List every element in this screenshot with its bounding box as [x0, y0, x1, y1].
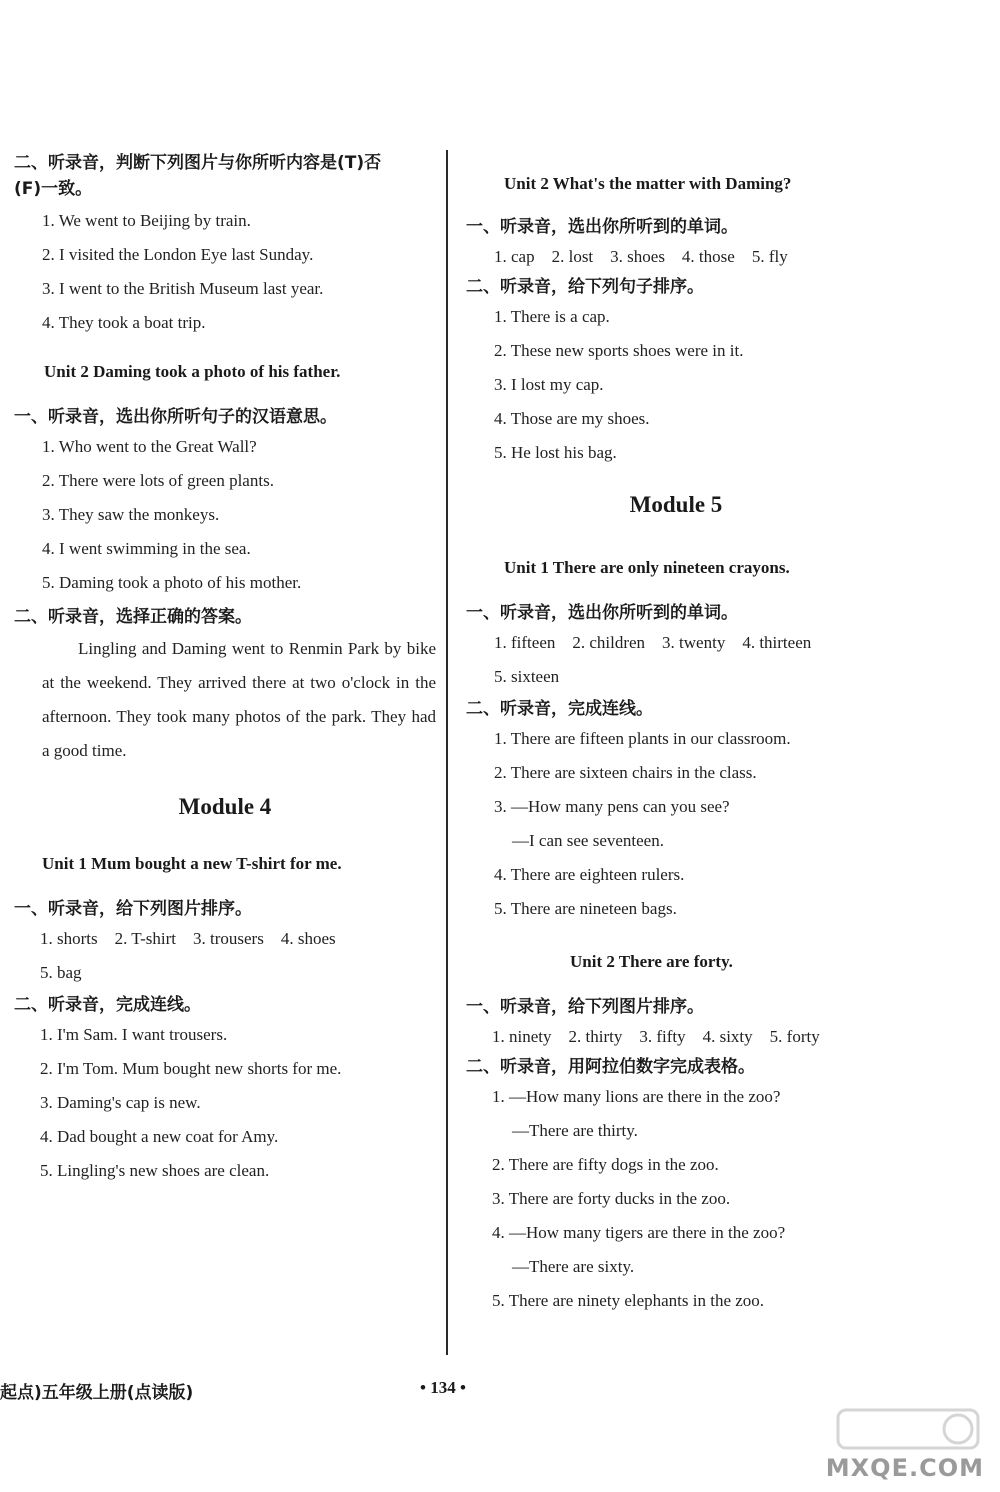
- list-item: 3. Daming's cap is new.: [40, 1093, 201, 1112]
- list-item: 3. They saw the monkeys.: [42, 505, 220, 524]
- list-item: —I can see seventeen.: [512, 831, 664, 850]
- word-list-line: 1. ninety 2. thirty 3. fifty 4. sixty 5. forty: [492, 1027, 820, 1046]
- right-sec2-heading: 二、听录音，给下列句子排序。: [466, 277, 704, 297]
- right-sec1-heading: 一、听录音，选出你所听到的单词。: [466, 217, 738, 237]
- page-number: • 134 •: [420, 1378, 466, 1397]
- right-sec2-list: [494, 300, 886, 470]
- list-item: 4. They took a boat trip.: [42, 313, 206, 332]
- list-item: 4. I went swimming in the sea.: [42, 539, 251, 558]
- list-item: 5. Lingling's new shoes are clean.: [40, 1161, 270, 1180]
- word-list-line: 5. bag: [40, 963, 82, 982]
- m4-sec2-heading: 二、听录音，完成连线。: [14, 995, 201, 1015]
- unit-title: Unit 2 Daming took a photo of his father.: [44, 362, 341, 381]
- list-item: 2. I'm Tom. Mum bought new shorts for me.: [40, 1059, 342, 1078]
- left-sec2-heading: 一、听录音，选出你所听句子的汉语意思。: [14, 407, 337, 427]
- module-title: Module 5: [629, 492, 723, 517]
- list-item: 1. I'm Sam. I want trousers.: [40, 1025, 228, 1044]
- left-sec2-list: [42, 430, 436, 600]
- column-divider: [446, 150, 448, 1355]
- m5-sec1-heading: 一、听录音，选出你所听到的单词。: [466, 603, 738, 623]
- listening-passage: Lingling and Daming went to Renmin Park by bike at the weekend. They arrived there at two o'clock in the afternoon. They took many photos of the park. They had a good time.: [42, 639, 436, 760]
- watermark-text: MXQE.COM: [825, 1454, 984, 1482]
- module-title: Module 4: [178, 794, 272, 819]
- list-item: 5. There are nineteen bags.: [494, 899, 677, 918]
- list-item: —There are thirty.: [512, 1121, 638, 1140]
- list-item: 4. There are eighteen rulers.: [494, 865, 685, 884]
- m5-sec2-list: [494, 722, 886, 926]
- left-sec3-heading: 二、听录音，选择正确的答案。: [14, 607, 252, 627]
- word-list-line: 1. fifteen 2. children 3. twenty 4. thirteen: [494, 633, 812, 652]
- word-list-line: 1. cap 2. lost 3. shoes 4. those 5. fly: [494, 247, 788, 266]
- list-item: 2. There are sixteen chairs in the class.: [494, 763, 757, 782]
- list-item: 2. There were lots of green plants.: [42, 471, 274, 490]
- word-list-line: 5. sixteen: [494, 667, 560, 686]
- book-title-footer: 起点)五年级上册(点读版): [0, 1383, 194, 1403]
- m4-sec1-heading: 一、听录音，给下列图片排序。: [14, 899, 252, 919]
- left-column: [14, 150, 436, 1188]
- list-item: 3. I lost my cap.: [494, 375, 604, 394]
- m5u2-sec1-list: [492, 1020, 886, 1054]
- list-item: 1. There is a cap.: [494, 307, 610, 326]
- list-item: 5. He lost his bag.: [494, 443, 617, 462]
- list-item: 4. Those are my shoes.: [494, 409, 650, 428]
- m5u2-sec2-heading: 二、听录音，用阿拉伯数字完成表格。: [466, 1057, 755, 1077]
- right-column: [466, 170, 886, 1318]
- list-item: —There are sixty.: [512, 1257, 635, 1276]
- list-item: 1. —How many lions are there in the zoo?: [492, 1087, 781, 1106]
- list-item: 4. Dad bought a new coat for Amy.: [40, 1127, 279, 1146]
- m5u2-sec2-list: [492, 1080, 886, 1318]
- m5-sec1-list: [494, 626, 886, 694]
- list-item: 3. I went to the British Museum last year.: [42, 279, 324, 298]
- m4-sec1-list: [40, 922, 436, 990]
- unit-title: Unit 2 What's the matter with Daming?: [504, 174, 792, 193]
- heading-line-2: (F)一致。: [14, 179, 93, 199]
- list-item: 2. I visited the London Eye last Sunday.: [42, 245, 314, 264]
- heading-line-1: 二、听录音，判断下列图片与你所听内容是(T)否: [14, 153, 382, 173]
- unit-title: Unit 2 There are forty.: [570, 952, 733, 971]
- list-item: 1. We went to Beijing by train.: [42, 211, 251, 230]
- list-item: 3. —How many pens can you see?: [494, 797, 730, 816]
- right-sec1-list: [494, 240, 886, 274]
- left-sec1-list: [42, 204, 436, 340]
- list-item: 1. There are fifteen plants in our classroom.: [494, 729, 791, 748]
- unit-title: Unit 1 Mum bought a new T-shirt for me.: [42, 854, 342, 873]
- list-item: 5. Daming took a photo of his mother.: [42, 573, 302, 592]
- list-item: 3. There are forty ducks in the zoo.: [492, 1189, 731, 1208]
- m4-sec2-list: [40, 1018, 436, 1188]
- list-item: 4. —How many tigers are there in the zoo?: [492, 1223, 786, 1242]
- unit-title: Unit 1 There are only nineteen crayons.: [504, 558, 790, 577]
- m5u2-sec1-heading: 一、听录音，给下列图片排序。: [466, 997, 704, 1017]
- m5-sec2-heading: 二、听录音，完成连线。: [466, 699, 653, 719]
- list-item: 2. There are fifty dogs in the zoo.: [492, 1155, 719, 1174]
- left-sec1-heading: [14, 150, 436, 202]
- list-item: 1. Who went to the Great Wall?: [42, 437, 257, 456]
- word-list-line: 1. shorts 2. T-shirt 3. trousers 4. shoes: [40, 929, 336, 948]
- list-item: 2. These new sports shoes were in it.: [494, 341, 744, 360]
- list-item: 5. There are ninety elephants in the zoo.: [492, 1291, 765, 1310]
